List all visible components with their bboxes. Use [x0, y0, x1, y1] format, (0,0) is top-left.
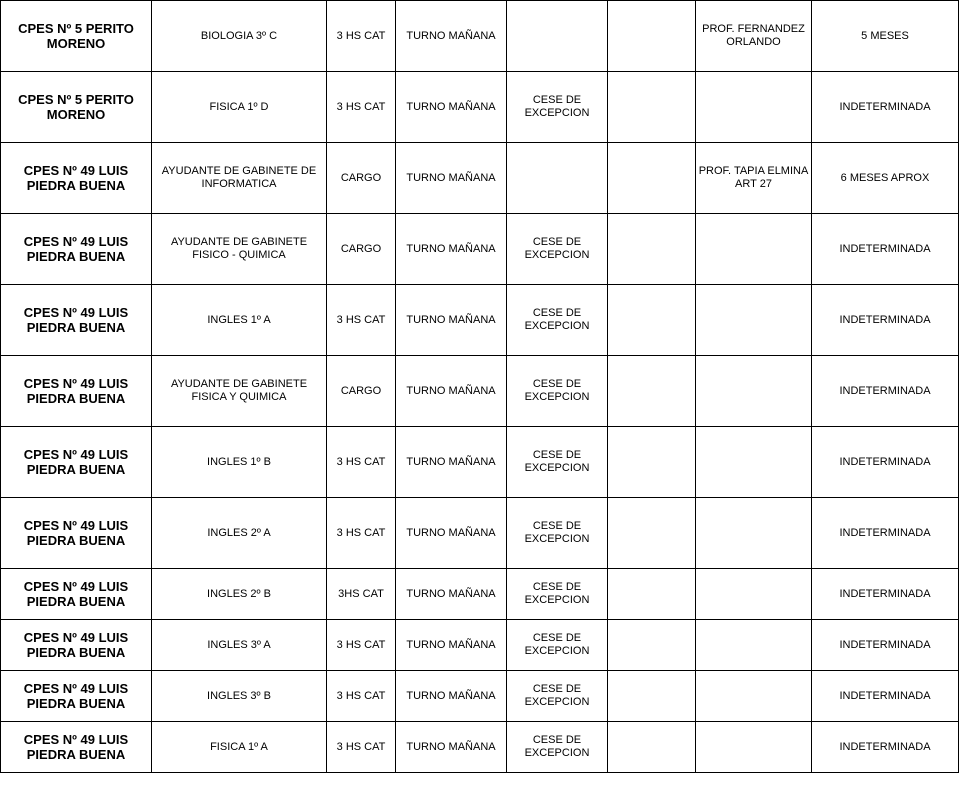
hours-cell: 3 HS CAT [327, 285, 396, 356]
duration-cell: INDETERMINADA [812, 356, 959, 427]
status-cell [507, 143, 608, 214]
hours-cell: 3 HS CAT [327, 620, 396, 671]
teacher-cell [696, 569, 812, 620]
extra-cell [608, 569, 696, 620]
subject-cell: INGLES 2º A [152, 498, 327, 569]
duration-cell: INDETERMINADA [812, 214, 959, 285]
table-row [1, 214, 959, 285]
teacher-cell [696, 356, 812, 427]
shift-cell: TURNO MAÑANA [396, 722, 507, 773]
table-row [1, 143, 959, 214]
table-row [1, 427, 959, 498]
table-row [1, 498, 959, 569]
teacher-cell [696, 285, 812, 356]
shift-cell: TURNO MAÑANA [396, 356, 507, 427]
status-cell: CESE DE EXCEPCION [507, 722, 608, 773]
hours-cell: 3 HS CAT [327, 671, 396, 722]
hours-cell: 3 HS CAT [327, 722, 396, 773]
duration-cell: 6 MESES APROX [812, 143, 959, 214]
shift-cell: TURNO MAÑANA [396, 143, 507, 214]
shift-cell: TURNO MAÑANA [396, 569, 507, 620]
status-cell [507, 1, 608, 72]
status-cell: CESE DE EXCEPCION [507, 72, 608, 143]
shift-cell: TURNO MAÑANA [396, 285, 507, 356]
teacher-cell [696, 72, 812, 143]
hours-cell: 3 HS CAT [327, 427, 396, 498]
extra-cell [608, 620, 696, 671]
table-row [1, 620, 959, 671]
school-cell: CPES Nº 49 LUIS PIEDRA BUENA [1, 143, 152, 214]
teacher-cell [696, 671, 812, 722]
teacher-cell [696, 722, 812, 773]
school-cell: CPES Nº 49 LUIS PIEDRA BUENA [1, 427, 152, 498]
table-row [1, 671, 959, 722]
table-row [1, 356, 959, 427]
extra-cell [608, 722, 696, 773]
teacher-cell [696, 620, 812, 671]
status-cell: CESE DE EXCEPCION [507, 214, 608, 285]
school-cell: CPES Nº 49 LUIS PIEDRA BUENA [1, 620, 152, 671]
school-cell: CPES Nº 49 LUIS PIEDRA BUENA [1, 722, 152, 773]
shift-cell: TURNO MAÑANA [396, 72, 507, 143]
subject-cell: AYUDANTE DE GABINETE FISICO - QUIMICA [152, 214, 327, 285]
school-cell: CPES Nº 5 PERITO MORENO [1, 72, 152, 143]
teacher-cell: PROF. TAPIA ELMINA ART 27 [696, 143, 812, 214]
status-cell: CESE DE EXCEPCION [507, 356, 608, 427]
hours-cell: CARGO [327, 356, 396, 427]
status-cell: CESE DE EXCEPCION [507, 427, 608, 498]
duration-cell: INDETERMINADA [812, 427, 959, 498]
duration-cell: INDETERMINADA [812, 722, 959, 773]
extra-cell [608, 72, 696, 143]
extra-cell [608, 285, 696, 356]
hours-cell: 3HS CAT [327, 569, 396, 620]
subject-cell: AYUDANTE DE GABINETE DE INFORMATICA [152, 143, 327, 214]
status-cell: CESE DE EXCEPCION [507, 620, 608, 671]
table-row [1, 569, 959, 620]
subject-cell: INGLES 1º B [152, 427, 327, 498]
subject-cell: FISICA 1º D [152, 72, 327, 143]
school-cell: CPES Nº 49 LUIS PIEDRA BUENA [1, 285, 152, 356]
extra-cell [608, 143, 696, 214]
school-cell: CPES Nº 49 LUIS PIEDRA BUENA [1, 671, 152, 722]
school-cell: CPES Nº 49 LUIS PIEDRA BUENA [1, 356, 152, 427]
duration-cell: INDETERMINADA [812, 620, 959, 671]
shift-cell: TURNO MAÑANA [396, 671, 507, 722]
shift-cell: TURNO MAÑANA [396, 620, 507, 671]
shift-cell: TURNO MAÑANA [396, 214, 507, 285]
school-cell: CPES Nº 5 PERITO MORENO [1, 1, 152, 72]
subject-cell: AYUDANTE DE GABINETE FISICA Y QUIMICA [152, 356, 327, 427]
extra-cell [608, 214, 696, 285]
extra-cell [608, 498, 696, 569]
teacher-cell: PROF. FERNANDEZ ORLANDO [696, 1, 812, 72]
duration-cell: 5 MESES [812, 1, 959, 72]
teacher-cell [696, 214, 812, 285]
subject-cell: INGLES 1º A [152, 285, 327, 356]
status-cell: CESE DE EXCEPCION [507, 285, 608, 356]
duration-cell: INDETERMINADA [812, 569, 959, 620]
subject-cell: FISICA 1º A [152, 722, 327, 773]
shift-cell: TURNO MAÑANA [396, 1, 507, 72]
hours-cell: CARGO [327, 214, 396, 285]
extra-cell [608, 1, 696, 72]
extra-cell [608, 427, 696, 498]
table-row [1, 72, 959, 143]
subject-cell: BIOLOGIA 3º C [152, 1, 327, 72]
school-cell: CPES Nº 49 LUIS PIEDRA BUENA [1, 214, 152, 285]
school-cell: CPES Nº 49 LUIS PIEDRA BUENA [1, 569, 152, 620]
table-row [1, 285, 959, 356]
hours-cell: 3 HS CAT [327, 72, 396, 143]
duration-cell: INDETERMINADA [812, 72, 959, 143]
duration-cell: INDETERMINADA [812, 498, 959, 569]
table-row [1, 722, 959, 773]
teacher-cell [696, 498, 812, 569]
duration-cell: INDETERMINADA [812, 671, 959, 722]
shift-cell: TURNO MAÑANA [396, 498, 507, 569]
extra-cell [608, 356, 696, 427]
subject-cell: INGLES 2º B [152, 569, 327, 620]
extra-cell [608, 671, 696, 722]
hours-cell: 3 HS CAT [327, 498, 396, 569]
hours-cell: 3 HS CAT [327, 1, 396, 72]
teacher-cell [696, 427, 812, 498]
status-cell: CESE DE EXCEPCION [507, 569, 608, 620]
subject-cell: INGLES 3º B [152, 671, 327, 722]
school-cell: CPES Nº 49 LUIS PIEDRA BUENA [1, 498, 152, 569]
shift-cell: TURNO MAÑANA [396, 427, 507, 498]
hours-cell: CARGO [327, 143, 396, 214]
subject-cell: INGLES 3º A [152, 620, 327, 671]
status-cell: CESE DE EXCEPCION [507, 498, 608, 569]
table-row [1, 1, 959, 72]
status-cell: CESE DE EXCEPCION [507, 671, 608, 722]
duration-cell: INDETERMINADA [812, 285, 959, 356]
